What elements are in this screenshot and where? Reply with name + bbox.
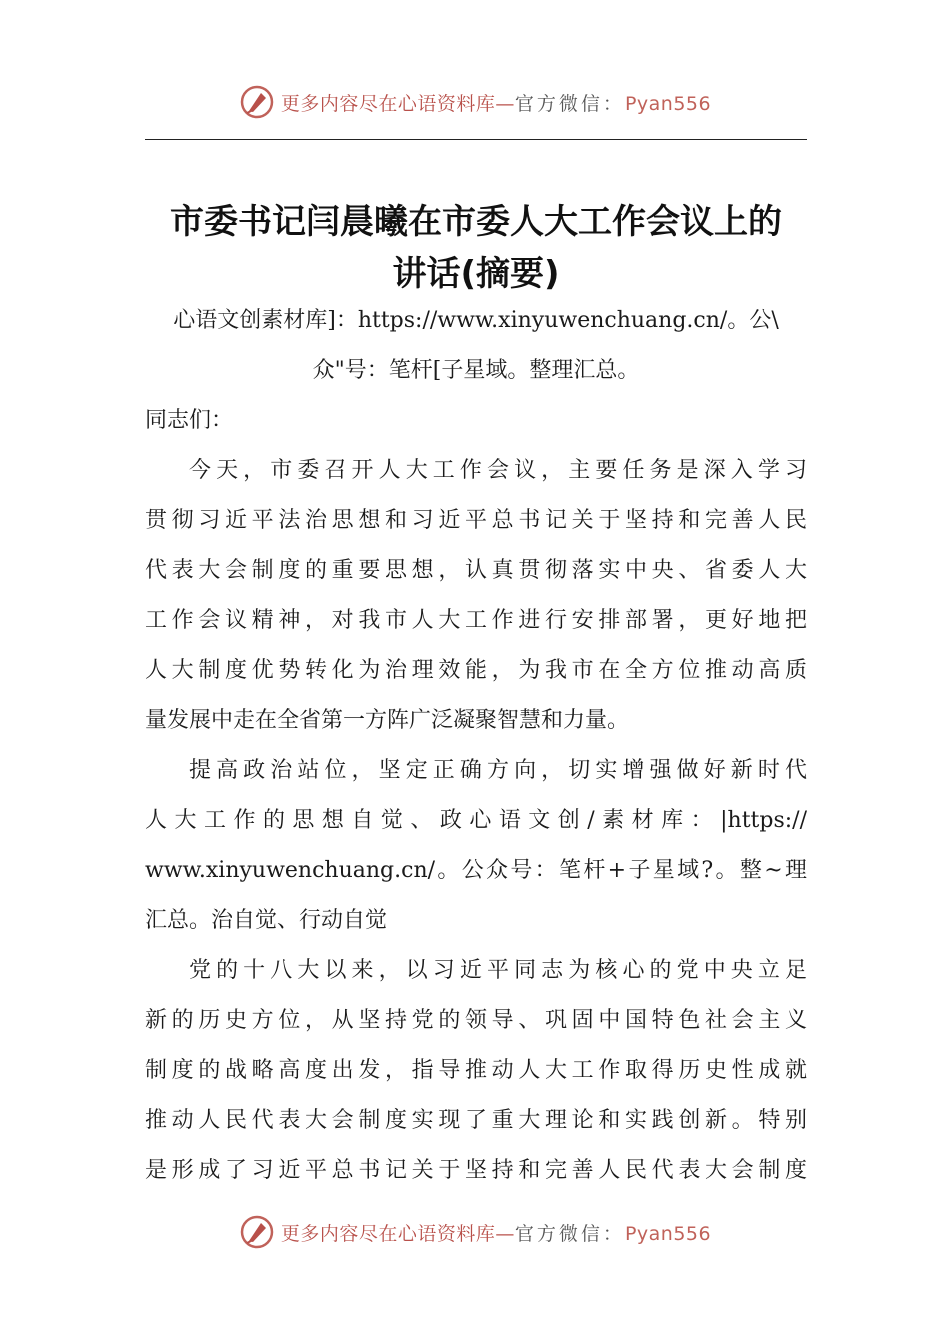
banner-text (281, 1219, 711, 1246)
header-banner (0, 80, 950, 124)
paragraph-2 (145, 746, 807, 946)
banner-wechat-id: Pyan556 (624, 92, 712, 115)
source-note (145, 296, 807, 396)
paragraph-3 (145, 946, 807, 1196)
header-divider (145, 139, 807, 140)
paragraph-line: 代表大会制度的重要思想，认真贯彻落实中央、省委人大 (145, 558, 807, 583)
banner-official-label: 官方微信： (514, 92, 625, 115)
paragraph-line: 人大工作的思想自觉、政心语文创/素材库：|https:// (145, 808, 807, 833)
paragraph-line: 制度的战略高度出发，指导推动人大工作取得历史性成就 (145, 1058, 807, 1083)
paragraph-line: 推动人民代表大会制度实现了重大理论和实践创新。特别 (145, 1108, 807, 1133)
paragraph-line: 量发展中走在全省第一方阵广泛凝聚智慧和力量。 (145, 708, 630, 733)
pen-nib-logo-icon (239, 84, 275, 120)
source-line-1: 心语文创素材库]：https://www.xinyuwenchuang.cn/。公\ (173, 308, 779, 333)
paragraph-line: www.xinyuwenchuang.cn/。公众号：笔杆+子星域?。整~理 (145, 858, 807, 883)
banner-official-label: 官方微信： (514, 1222, 625, 1245)
banner-main: 更多内容尽在心语资料库— (280, 92, 515, 115)
paragraph-1 (145, 446, 807, 746)
banner-main: 更多内容尽在心语资料库— (280, 1222, 515, 1245)
banner-wechat-id: Pyan556 (624, 1222, 712, 1245)
paragraph-line: 党的十八大以来，以习近平同志为核心的党中央立足 (189, 958, 807, 983)
paragraph-line: 新的历史方位，从坚持党的领导、巩固中国特色社会主义 (145, 1008, 807, 1033)
title-line-1: 市委书记闫晨曦在市委人大工作会议上的 (170, 202, 782, 242)
greeting (145, 396, 807, 446)
paragraph-line: 今天，市委召开人大工作会议，主要任务是深入学习 (189, 458, 807, 483)
paragraph-line: 汇总。治自觉、行动自觉 (145, 908, 388, 933)
source-line-2: 众"号：笔杆[子星域。整理汇总。 (312, 358, 640, 383)
pen-nib-logo-icon (239, 1214, 275, 1250)
footer-banner (0, 1210, 950, 1254)
paragraph-line: 提高政治站位，坚定正确方向，切实增强做好新时代 (189, 758, 807, 783)
paragraph-line: 是形成了习近平总书记关于坚持和完善人民代表大会制度 (145, 1158, 807, 1183)
page-title (140, 196, 812, 300)
banner-text (281, 89, 711, 116)
paragraph-line: 贯彻习近平法治思想和习近平总书记关于坚持和完善人民 (145, 508, 807, 533)
greeting-line: 同志们： (145, 408, 234, 433)
paragraph-line: 工作会议精神，对我市人大工作进行安排部署，更好地把 (145, 608, 807, 633)
title-line-2: 讲话(摘要) (392, 254, 560, 294)
paragraph-line: 人大制度优势转化为治理效能，为我市在全方位推动高质 (145, 658, 807, 683)
